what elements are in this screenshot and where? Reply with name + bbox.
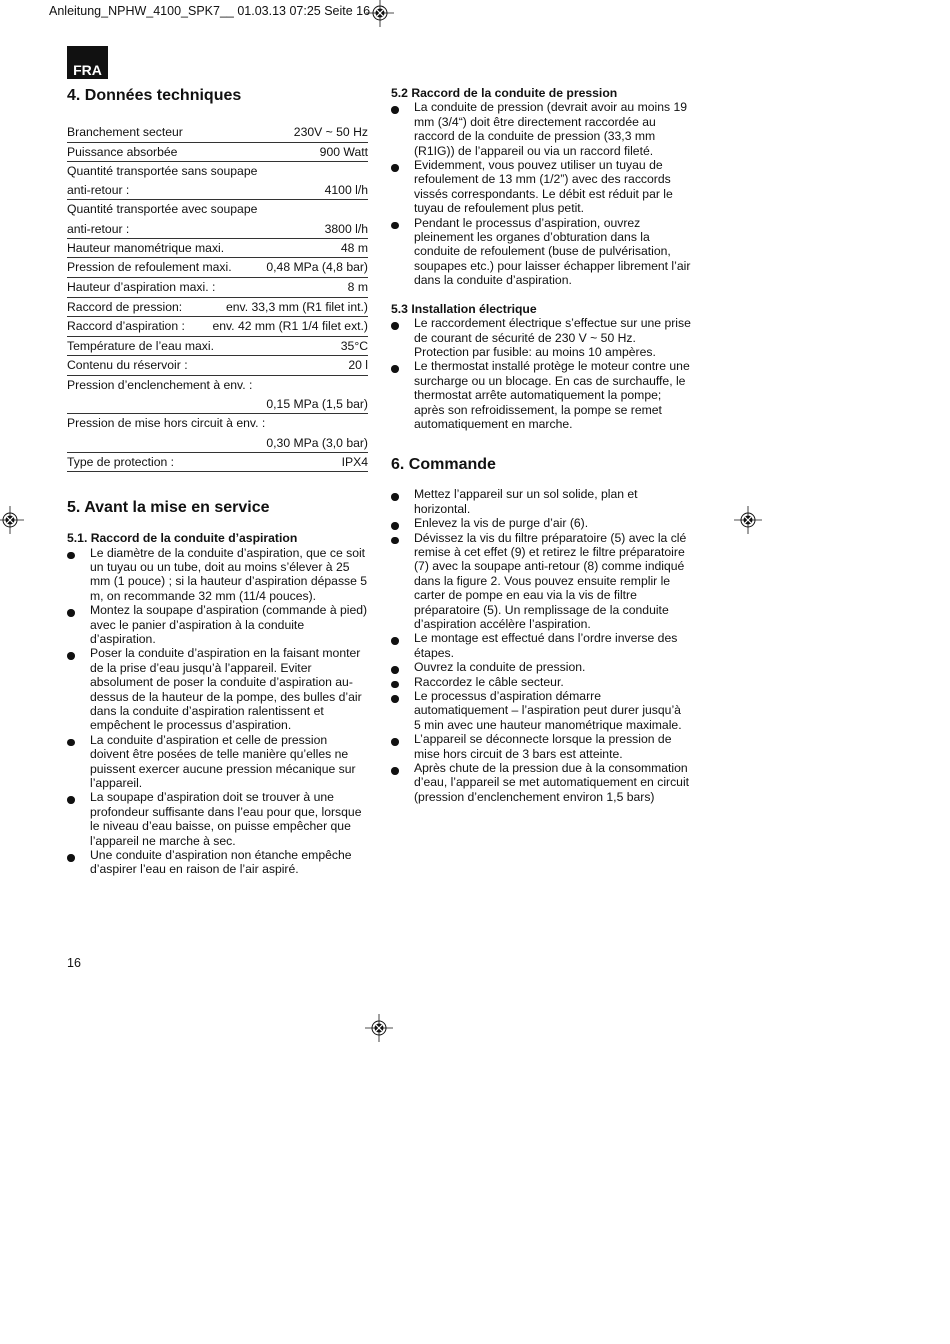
table-row xyxy=(67,356,368,376)
row-label-cont: anti-retour : xyxy=(67,221,130,236)
list-item: Dévissez la vis du filtre préparatoire (5) avec la clé remise à cet effet (9) et retirez le filtre préparatoire (7) avec la soupape anti-retour (8) comme indiqué dans la figure 2. Vous pouvez ensuite remplir le carter de pompe en eau via la vis de filtre préparatoire (5). Un remplissage de la conduite d’aspiration accélère l’aspiration. xyxy=(391,531,691,632)
list-item: Le processus d’aspiration démarre automatiquement – l’aspiration peut durer jusqu’à 5 min avec une hauteur manométrique maximale. xyxy=(391,689,691,732)
right-column xyxy=(391,86,691,804)
row-label-cont: anti-retour : xyxy=(67,183,130,198)
row-value: 900 Watt xyxy=(319,144,368,159)
list-item: Après chute de la pression due à la consommation d’eau, l’appareil se met automatiquement en circuit (pression d’enclenchement environ 1,5 bars) xyxy=(391,761,691,804)
table-row xyxy=(67,298,368,318)
row-value: 0,30 MPa (3,0 bar) xyxy=(266,435,368,450)
row-value: IPX4 xyxy=(341,454,368,469)
table-row xyxy=(67,162,368,200)
table-row xyxy=(67,453,368,473)
section-5-1-list xyxy=(67,546,368,877)
list-item: Mettez l’appareil sur un sol solide, plan et horizontal. xyxy=(391,487,691,516)
table-row xyxy=(67,143,368,163)
row-value: env. 33,3 mm (R1 filet int.) xyxy=(225,299,368,314)
list-item: Le montage est effectué dans l’ordre inverse des étapes. xyxy=(391,631,691,660)
row-label: Pression de mise hors circuit à env. : xyxy=(67,416,266,431)
tech-data-table xyxy=(67,123,368,472)
row-label: Hauteur d’aspiration maxi. : xyxy=(67,279,216,294)
section-5-1-title: 5.1. Raccord de la conduite d’aspiration xyxy=(67,531,298,546)
list-item: Enlevez la vis de purge d’air (6). xyxy=(391,516,691,530)
row-label: Pression de refoulement maxi. xyxy=(67,260,232,275)
row-value: 35°C xyxy=(340,338,368,353)
section-4-title: 4. Données techniques xyxy=(67,87,242,104)
section-5-3-list xyxy=(391,316,691,431)
list-item: La soupape d’aspiration doit se trouver à une profondeur suffisante dans l’eau pour que, lorsque le niveau d’eau baisse, on puisse empêcher que l’appareil ne marche à sec. xyxy=(67,790,368,848)
row-label: Pression d’enclenchement à env. : xyxy=(67,377,253,392)
row-value: 0,48 MPa (4,8 bar) xyxy=(266,260,368,275)
row-value: 20 l xyxy=(348,358,368,373)
row-value: 8 m xyxy=(347,279,368,294)
row-label: Branchement secteur xyxy=(67,125,183,139)
row-label: Puissance absorbée xyxy=(67,144,178,159)
print-header: Anleitung_NPHW_4100_SPK7__ 01.03.13 07:25 Seite 16 xyxy=(49,4,371,18)
list-item: Evidemment, vous pouvez utiliser un tuyau de refoulement de 13 mm (1/2”) avec des raccords vissés correspondants. Le débit est réduit par le tuyau de refoulement plus petit. xyxy=(391,158,691,216)
list-item: Montez la soupape d’aspiration (commande à pied) avec le panier d’aspiration à la conduite d’aspiration. xyxy=(67,603,368,646)
left-column xyxy=(67,86,368,877)
list-item: Raccordez le câble secteur. xyxy=(391,675,691,689)
table-row xyxy=(67,200,368,238)
row-label: Hauteur manométrique maxi. xyxy=(67,240,225,255)
table-row xyxy=(67,376,368,414)
list-item: La conduite de pression (devrait avoir au moins 19 mm (3/4“) doit être directement raccordée au raccord de la conduite de pression (33,3 mm (R1IG)) de l’appareil ou via un raccord fileté. xyxy=(391,100,691,158)
list-item: Une conduite d’aspiration non étanche empêche d’aspirer l’eau en raison de l’air aspiré. xyxy=(67,848,368,877)
table-row xyxy=(67,258,368,278)
list-item: Le raccordement électrique s’effectue sur une prise de courant de sécurité de 230 V ~ 50 Hz. Protection par fusible: au moins 10 ampères. xyxy=(391,316,691,359)
section-5-2-list xyxy=(391,100,691,287)
table-row xyxy=(67,414,368,452)
row-label: Température de l’eau maxi. xyxy=(67,338,214,353)
registration-mark-left-icon xyxy=(0,506,24,534)
list-item: Ouvrez la conduite de pression. xyxy=(391,660,691,674)
list-item: La conduite d’aspiration et celle de pression doivent être posées de telle manière qu’elles ne puissent exercer aucune pression mécanique sur l’appareil. xyxy=(67,733,368,791)
row-value: env. 42 mm (R1 1/4 filet ext.) xyxy=(212,319,368,334)
registration-mark-top-icon xyxy=(366,0,394,27)
row-label: Raccord de pression: xyxy=(67,299,183,314)
row-label: Type de protection : xyxy=(67,454,175,469)
section-5-2-title: 5.2 Raccord de la conduite de pression xyxy=(391,86,618,100)
row-label: Raccord d’aspiration : xyxy=(67,319,185,334)
row-label: Contenu du réservoir : xyxy=(67,358,188,373)
table-row xyxy=(67,123,368,143)
table-row xyxy=(67,317,368,337)
row-label: Quantité transportée avec soupape xyxy=(67,202,258,217)
row-value: 48 m xyxy=(340,240,368,255)
registration-mark-right-icon xyxy=(734,506,762,534)
page-number: 16 xyxy=(67,956,81,970)
row-value: 3800 l/h xyxy=(324,221,368,236)
row-value: 4100 l/h xyxy=(324,183,368,198)
section-5-title: 5. Avant la mise en service xyxy=(67,499,270,517)
list-item: L’appareil se déconnecte lorsque la pression de mise hors circuit de 3 bars est atteinte. xyxy=(391,732,691,761)
list-item: Poser la conduite d’aspiration en la faisant monter de la prise d’eau jusqu’à l’appareil. Eviter absolument de poser la conduite d’aspiration au-dessus de la hauteur de la pompe, des bulles d’air dans la conduite d’aspiration ralentissent et empêchent le processus d’aspiration. xyxy=(67,646,368,732)
section-6-list xyxy=(391,487,691,804)
list-item: Le thermostat installé protège le moteur contre une surcharge ou un blocage. En cas de surchauffe, le thermostat arrête automatiquement la pompe; après son refroidissement, la pompe se remet automatiquement en marche. xyxy=(391,359,691,431)
section-5-3-title: 5.3 Installation électrique xyxy=(391,301,537,316)
list-item: Pendant le processus d’aspiration, ouvrez pleinement les organes d’obturation dans la conduite de refoulement (buse de pulvérisation, soupapes etc.) pour laisser échapper librement l’air dans la conduite d’aspiration. xyxy=(391,216,691,288)
row-value: 230V ~ 50 Hz xyxy=(293,125,368,139)
table-row xyxy=(67,278,368,298)
registration-mark-bottom-icon xyxy=(365,1014,393,1042)
row-label: Quantité transportée sans soupape xyxy=(67,164,258,179)
table-row xyxy=(67,239,368,259)
list-item: Le diamètre de la conduite d’aspiration, que ce soit un tuyau ou un tube, doit au moins s’élever à 25 mm (1 pouce) ; si la hauteur d’aspiration dépasse 5 m, on recommande 32 mm (11/4 pouces). xyxy=(67,546,368,604)
table-row xyxy=(67,337,368,357)
row-value: 0,15 MPa (1,5 bar) xyxy=(266,397,368,412)
language-badge: FRA xyxy=(67,46,108,79)
section-6-title: 6. Commande xyxy=(391,456,496,474)
